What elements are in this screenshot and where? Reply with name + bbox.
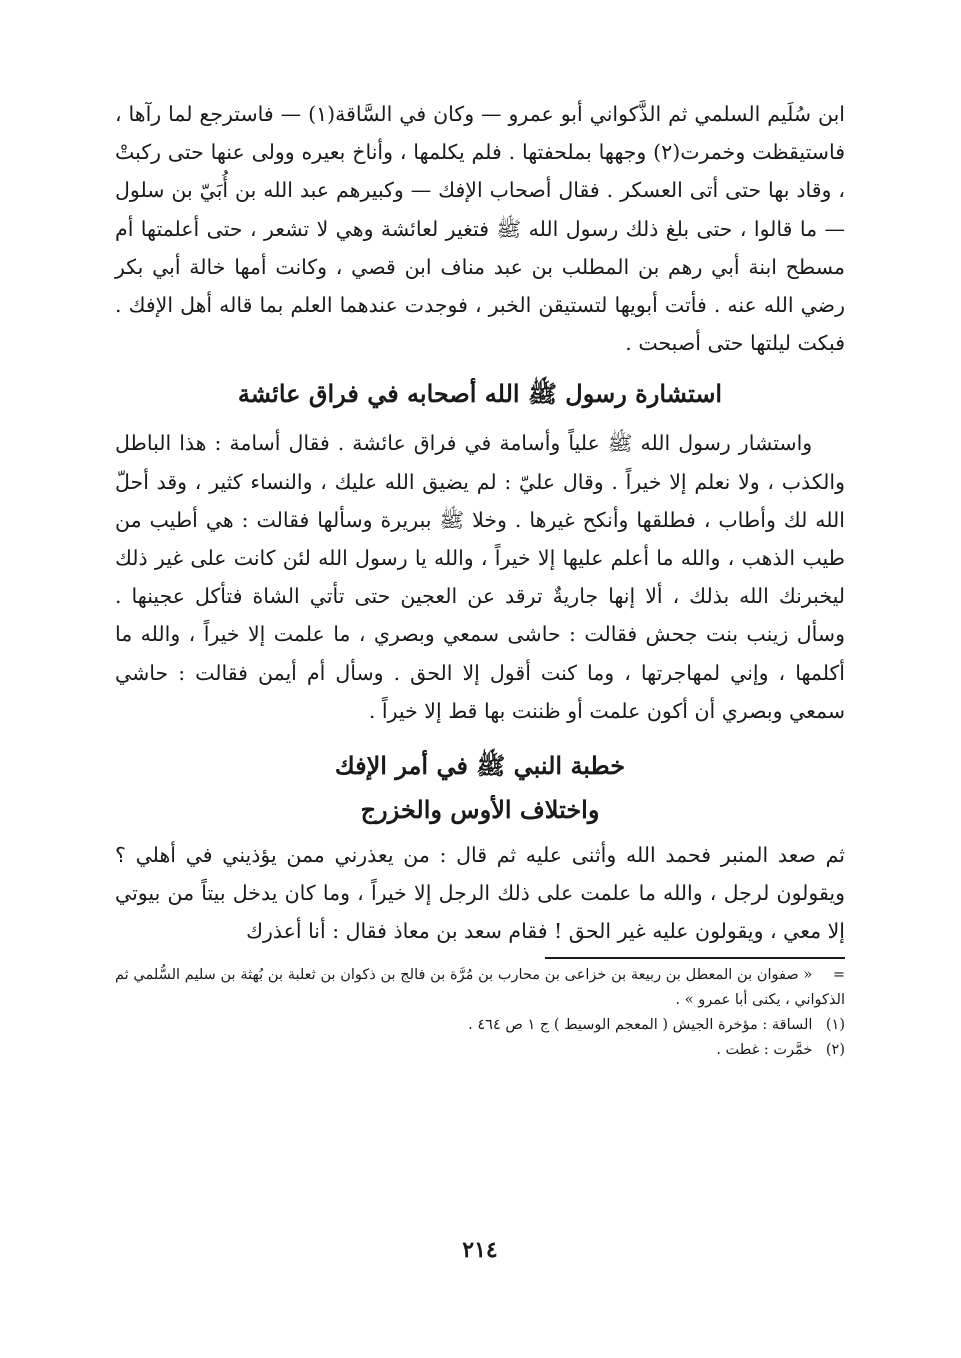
section-heading-consultation: استشارة رسول ﷺ الله أصحابه في فراق عائشة [237, 379, 723, 409]
footnote-1-mark: (١) [825, 1016, 845, 1033]
section-heading-sermon-line2: واختلاف الأوس والخزرج [360, 795, 600, 825]
paragraph-3: ثم صعد المنبر فحمد الله وأثنى عليه ثم قال : من يعذرني ممن يؤذيني في أهلي ؟ ويقولون لرجل ، والله ما علمت على ذلك الرجل إلا خيراً ، وما كان يدخل بيتاً من بيوتي إلا معي ، ويقولون عليه غير الحق ! فقام سعد بن معاذ فقال : أنا أعذرك [115, 843, 845, 944]
footnote-2-text: خمَّرت : غطت . [716, 1041, 813, 1058]
paragraph-2: واستشار رسول الله ﷺ علياً وأسامة في فراق عائشة . فقال أسامة : هذا الباطل والكذب ، ولا نعلم إلا خيراً . وقال عليّ : لم يضيق الله عليك ، والنساء كثير ، وقد أحلّ الله لك وأطاب ، فطلقها وأنكح غيرها . وخلا ﷺ ببريرة وسألها فقالت : هي أطيب من طيب الذهب ، والله ما أعلم عليها إلا خيراً ، والله يا رسول الله لئن كانت على غير ذلك ليخبرنك الله بذلك ، ألا إنها جاريةٌ ترقد عن العجين حتى تأتي الشاة فتأكل عجينها . وسأل زينب بنت جحش فقالت : حاشى سمعي وبصري ، ما علمت إلا خيراً ، والله ما أكلمها ، وإني لمهاجرتها ، وما كنت أقول إلا الحق . وسأل أم أيمن فقالت : حاشي سمعي وبصري أن أكون علمت أو ظننت بها قط إلا خيراً . [115, 431, 846, 723]
section-heading-sermon [115, 744, 845, 832]
footnote-2-mark: (٢) [825, 1041, 845, 1058]
footnote-continuation [115, 963, 845, 1013]
book-page [115, 95, 845, 1315]
footnote-1 [115, 1013, 845, 1038]
page-number: ٢١٤ [462, 1237, 498, 1263]
footnote-2 [115, 1038, 845, 1063]
footnote-1-text: الساقة : مؤخرة الجيش ( المعجم الوسيط ) ج ١ ص ٤٦٤ . [468, 1016, 813, 1033]
section-heading-sermon-line1: خطبة النبي ﷺ في أمر الإفك [334, 751, 626, 781]
footnote-continuation-mark: = [832, 966, 846, 983]
footnote-continuation-text: « صفوان بن المعطل بن ربيعة بن خزاعى بن محارب بن مُرَّة بن فالج بن ذكوان بن ثعلبة بن بُهثة بن سليم السُّلمي ثم الذكواني ، يكنى أبا عمرو » . [115, 966, 845, 1008]
footnotes-list [115, 963, 845, 1063]
footnote-separator [545, 957, 845, 959]
paragraph-1: ابن سُلَيم السلمي ثم الذَّكواني أبو عمرو — وكان في السَّاقة(١) — فاسترجع لما رآها ، فاستيقظت وخمرت(٢) وجهها بملحفتها . فلم يكلمها ، وأناخ بعيره وولى عنها حتى ركبتْ ، وقاد بها حتى أتى العسكر . فقال أصحاب الإفك — وكبيرهم عبد الله بن أُبَيّ بن سلول — ما قالوا ، حتى بلغ ذلك رسول الله ﷺ فتغير لعائشة وهي لا تشعر ، حتى أعلمتها أم مسطح ابنة أبي رهم بن المطلب بن عبد مناف ابن قصي ، وكانت أمها خالة أبي بكر رضي الله عنه . فأتت أبويها لتستيقن الخبر ، فوجدت عندهما العلم بما قاله أهل الإفك . فبكت ليلتها حتى أصبحت . [115, 102, 845, 356]
